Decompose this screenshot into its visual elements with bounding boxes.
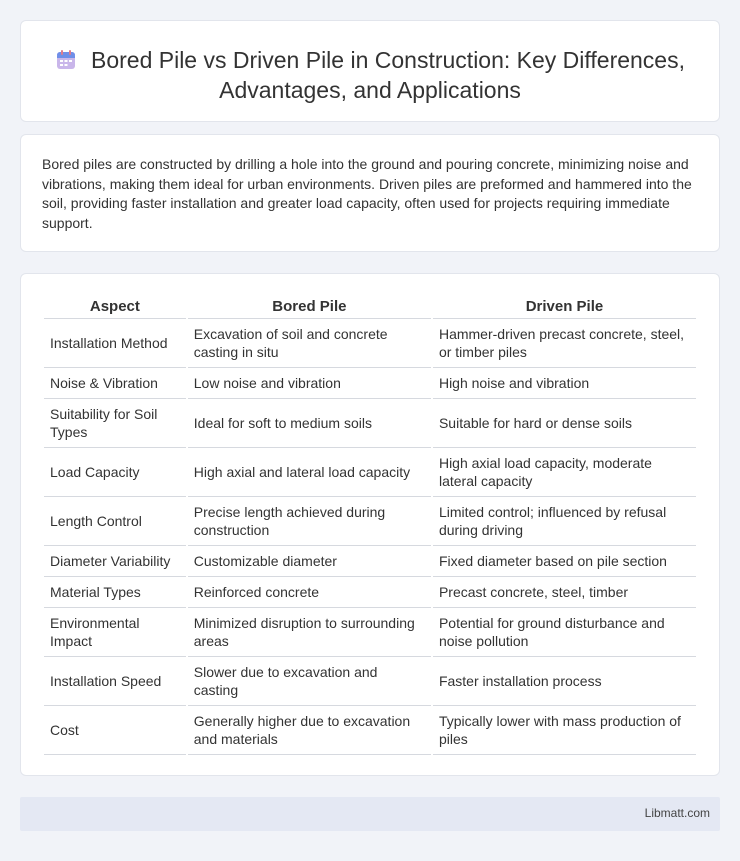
table-row — [44, 546, 696, 577]
page-title — [21, 45, 719, 105]
driven-pile-cell: Limited control; influenced by refusal during driving — [433, 497, 696, 546]
intro-card — [20, 134, 720, 252]
table-row — [44, 399, 696, 448]
comparison-card — [20, 273, 720, 776]
page-title-text: Bored Pile vs Driven Pile in Construction: Key Differences, Advantages, and Applications — [90, 47, 685, 103]
driven-pile-cell: Fixed diameter based on pile section — [433, 546, 696, 577]
table-row — [44, 657, 696, 706]
bored-pile-cell: Ideal for soft to medium soils — [188, 399, 431, 448]
intro-text: Bored piles are constructed by drilling a hole into the ground and pouring concrete, minimizing noise and vibrations, making them ideal for urban environments. Driven piles are preformed and hammered into the soil, providing faster installation and greater load capacity, often used for projects requiring immediate support. — [42, 156, 692, 231]
header-aspect: Aspect — [44, 294, 186, 319]
aspect-cell: Noise & Vibration — [44, 368, 186, 399]
driven-pile-cell: Potential for ground disturbance and noise pollution — [433, 608, 696, 657]
table-row — [44, 497, 696, 546]
comparison-table — [42, 294, 698, 755]
title-card — [20, 20, 720, 122]
table-header-row — [44, 294, 696, 319]
bored-pile-cell: Precise length achieved during construction — [188, 497, 431, 546]
aspect-cell: Cost — [44, 706, 186, 755]
aspect-cell: Material Types — [44, 577, 186, 608]
driven-pile-cell: Suitable for hard or dense soils — [433, 399, 696, 448]
bored-pile-cell: High axial and lateral load capacity — [188, 448, 431, 497]
table-row — [44, 608, 696, 657]
driven-pile-cell: Faster installation process — [433, 657, 696, 706]
driven-pile-cell: Typically lower with mass production of piles — [433, 706, 696, 755]
bored-pile-cell: Reinforced concrete — [188, 577, 431, 608]
bored-pile-cell: Minimized disruption to surrounding areas — [188, 608, 431, 657]
aspect-cell: Installation Method — [44, 319, 186, 368]
footer-brand[interactable]: Libmatt.com — [644, 806, 710, 820]
table-row — [44, 577, 696, 608]
header-bored-pile: Bored Pile — [188, 294, 431, 319]
bored-pile-cell: Customizable diameter — [188, 546, 431, 577]
aspect-cell: Load Capacity — [44, 448, 186, 497]
table-row — [44, 319, 696, 368]
bored-pile-cell: Slower due to excavation and casting — [188, 657, 431, 706]
driven-pile-cell: Hammer-driven precast concrete, steel, or timber piles — [433, 319, 696, 368]
footer — [20, 797, 720, 831]
table-row — [44, 706, 696, 755]
header-driven-pile: Driven Pile — [433, 294, 696, 319]
bored-pile-cell: Low noise and vibration — [188, 368, 431, 399]
driven-pile-cell: High axial load capacity, moderate lateral capacity — [433, 448, 696, 497]
aspect-cell: Environmental Impact — [44, 608, 186, 657]
driven-pile-cell: Precast concrete, steel, timber — [433, 577, 696, 608]
aspect-cell: Installation Speed — [44, 657, 186, 706]
aspect-cell: Suitability for Soil Types — [44, 399, 186, 448]
calendar-icon — [55, 48, 77, 70]
driven-pile-cell: High noise and vibration — [433, 368, 696, 399]
bored-pile-cell: Excavation of soil and concrete casting in situ — [188, 319, 431, 368]
aspect-cell: Diameter Variability — [44, 546, 186, 577]
bored-pile-cell: Generally higher due to excavation and materials — [188, 706, 431, 755]
table-row — [44, 368, 696, 399]
table-row — [44, 448, 696, 497]
aspect-cell: Length Control — [44, 497, 186, 546]
